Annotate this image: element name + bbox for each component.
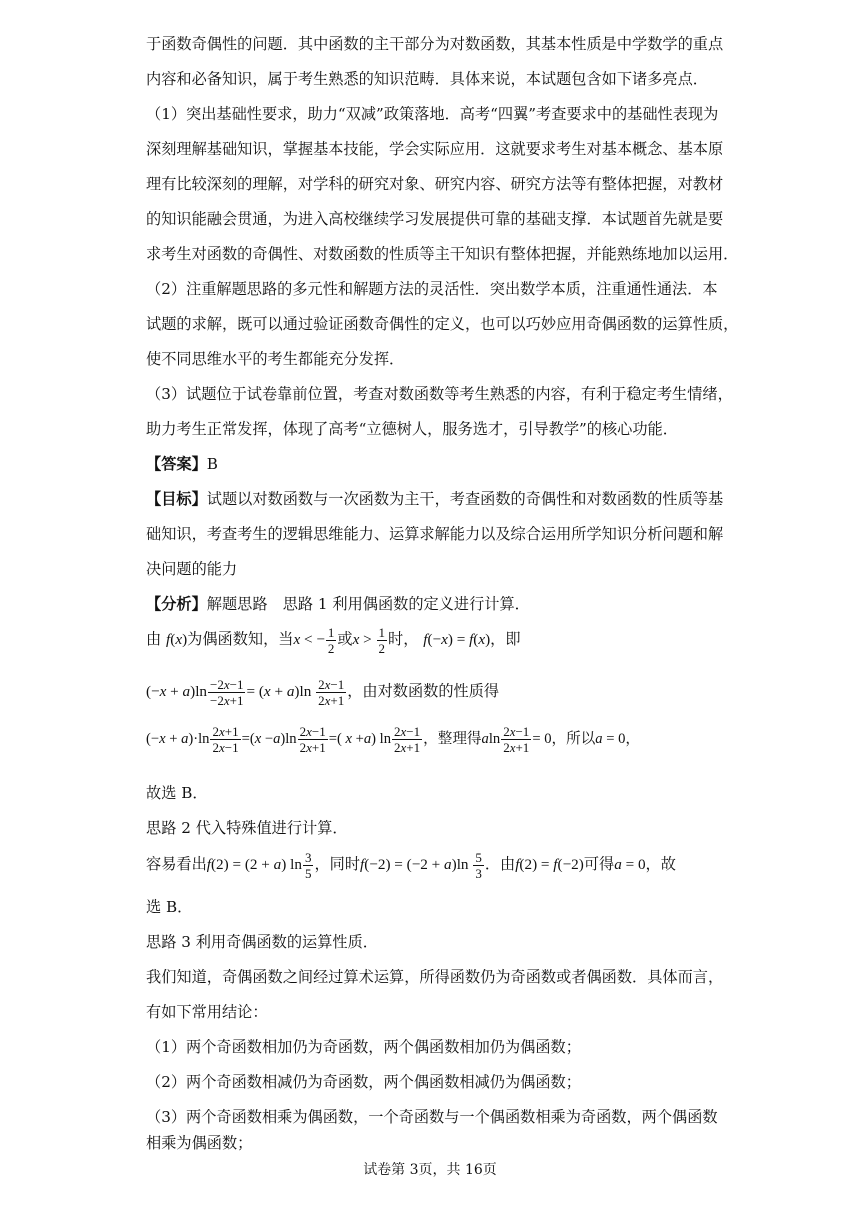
formula: x > $\frac{1}{2}$ — [352, 625, 386, 657]
text-fragment: 可得 — [583, 855, 615, 873]
text-line: 我们知道，奇偶函数之间经过算术运算，所得函数仍为奇函数或者偶函数．具体而言， — [146, 968, 724, 986]
formula: a = 0 — [595, 731, 626, 747]
analysis-tag: 【分析】 — [146, 595, 207, 613]
math-line-1 — [146, 622, 726, 657]
text-line: 故选 B． — [146, 784, 208, 802]
analysis-text: 解题思路 思路 1 利用偶函数的定义进行计算． — [206, 595, 530, 613]
text-line: 思路 2 代入特殊值进行计算． — [146, 819, 348, 837]
text-line: 试题的求解，既可以通过验证函数奇偶性的定义，也可以巧妙应用奇偶函数的运算性质， — [146, 315, 739, 333]
text-fragment: ， — [625, 730, 641, 747]
text-line: 思路 3 利用奇偶函数的运算性质． — [146, 933, 378, 951]
text-line: 于函数奇偶性的问题．其中函数的主干部分为对数函数，其基本性质是中学数学的重点 — [146, 35, 724, 53]
text-line: 求考生对函数的奇偶性、对数函数的性质等主干知识有整体把握，并能熟练地加以运用． — [146, 245, 739, 263]
text-fragment: 容易看出 — [146, 855, 207, 873]
text-line: 理有比较深刻的理解，对学科的研究对象、研究内容、研究方法等有整体把握，对教材 — [146, 175, 724, 193]
text-fragment: 由 — [146, 630, 162, 648]
formula: (−x + a)ln $\frac{-2x-1}{-2x+1}$ = (x + a)ln $\frac{2x-1}{2x+1}$ — [146, 677, 345, 709]
text-line: （2）注重解题思路的多元性和解题方法的灵活性．突出数学本质，注重通性通法．本 — [146, 280, 718, 298]
text-fragment: 或 — [337, 630, 353, 648]
text-fragment: 为偶函数知，当 — [187, 630, 294, 648]
answer-tag: 【答案】 — [146, 455, 207, 473]
text-line: （1）突出基础性要求，助力“双减”政策落地．高考“四翼”考查要求中的基础性表现为 — [146, 105, 719, 123]
formula: x < − $\frac{1}{2}$ — [293, 625, 335, 657]
text-line: 础知识，考查考生的逻辑思维能力、运算求解能力以及综合运用所学知识分析问题和解 — [146, 525, 724, 543]
text-line: 的知识能融会贯通，为进入高校继续学习发展提供可靠的基础支撑．本试题首先就是要 — [146, 210, 724, 228]
formula: f(−x) = f(x) — [423, 631, 491, 648]
formula: a = 0 — [614, 856, 646, 873]
formula: f(2) = f(−2) — [515, 856, 584, 873]
text-line: 有如下常用结论： — [146, 1003, 268, 1021]
text-line: 使不同思维水平的考生都能充分发挥． — [146, 350, 405, 368]
text-fragment: ，整理得 — [423, 730, 482, 747]
text-line: （1）两个奇函数相加仍为奇函数，两个偶函数相加仍为偶函数； — [146, 1038, 581, 1056]
goal-text: 试题以对数函数与一次函数为主干，考查函数的奇偶性和对数函数的性质等基 — [206, 490, 724, 508]
text-line: 决问题的能力 — [146, 560, 238, 578]
text-fragment: ，所以 — [551, 730, 596, 747]
formula: f(−2) = (−2 + a)ln $\frac{5}{3}$ — [360, 850, 482, 882]
goal-tag: 【目标】 — [146, 490, 207, 508]
text-fragment: ，同时 — [314, 855, 360, 873]
formula: f(x) — [166, 631, 188, 648]
answer-value: B — [206, 455, 218, 473]
text-fragment: ，由对数函数的性质得 — [347, 682, 500, 700]
text-line: （3）试题位于试卷靠前位置，考查对数函数等考生熟悉的内容，有利于稳定考生情绪， — [146, 385, 733, 403]
text-fragment: ，故 — [645, 855, 676, 873]
goal-line — [146, 489, 726, 509]
text-fragment: 时， — [388, 630, 419, 648]
formula: (−x + a)·ln $\frac{2x+1}{2x-1}$ =(x −a)ln $\frac{2x-1}{2x+1}$ =( x +a) ln $\frac{2x-1}{2x+1}$ — [146, 724, 421, 756]
math-line-4 — [146, 845, 726, 884]
text-fragment: ．由 — [484, 855, 516, 873]
answer-line — [146, 454, 726, 474]
math-line-3 — [146, 720, 726, 758]
text-line: 深刻理解基础知识，掌握基本技能，学会实际应用．这就要求考生对基本概念、基本原 — [146, 140, 724, 158]
text-fragment: ，即 — [490, 630, 521, 648]
math-line-2 — [146, 672, 726, 711]
text-line: 内容和必备知识，属于考生熟悉的知识范畴．具体来说，本试题包含如下诸多亮点． — [146, 70, 708, 88]
text-line: 选 B． — [146, 898, 193, 916]
text-line: 相乘为偶函数； — [146, 1134, 253, 1152]
page-footer: 试卷第 3页，共 16页 — [363, 1162, 497, 1178]
text-line: （3）两个奇函数相乘为偶函数，一个奇函数与一个偶函数相乘为奇函数，两个偶函数 — [146, 1108, 718, 1126]
formula: aln $\frac{2x-1}{2x+1}$ = 0 — [481, 724, 552, 756]
analysis-line — [146, 594, 726, 614]
text-line: （2）两个奇函数相减仍为奇函数，两个偶函数相减仍为偶函数； — [146, 1073, 581, 1091]
formula: f(2) = (2 + a) ln $\frac{3}{5}$ — [206, 850, 312, 882]
text-line: 助力考生正常发挥，体现了高考“立德树人，服务选才，引导教学”的核心功能． — [146, 420, 678, 438]
